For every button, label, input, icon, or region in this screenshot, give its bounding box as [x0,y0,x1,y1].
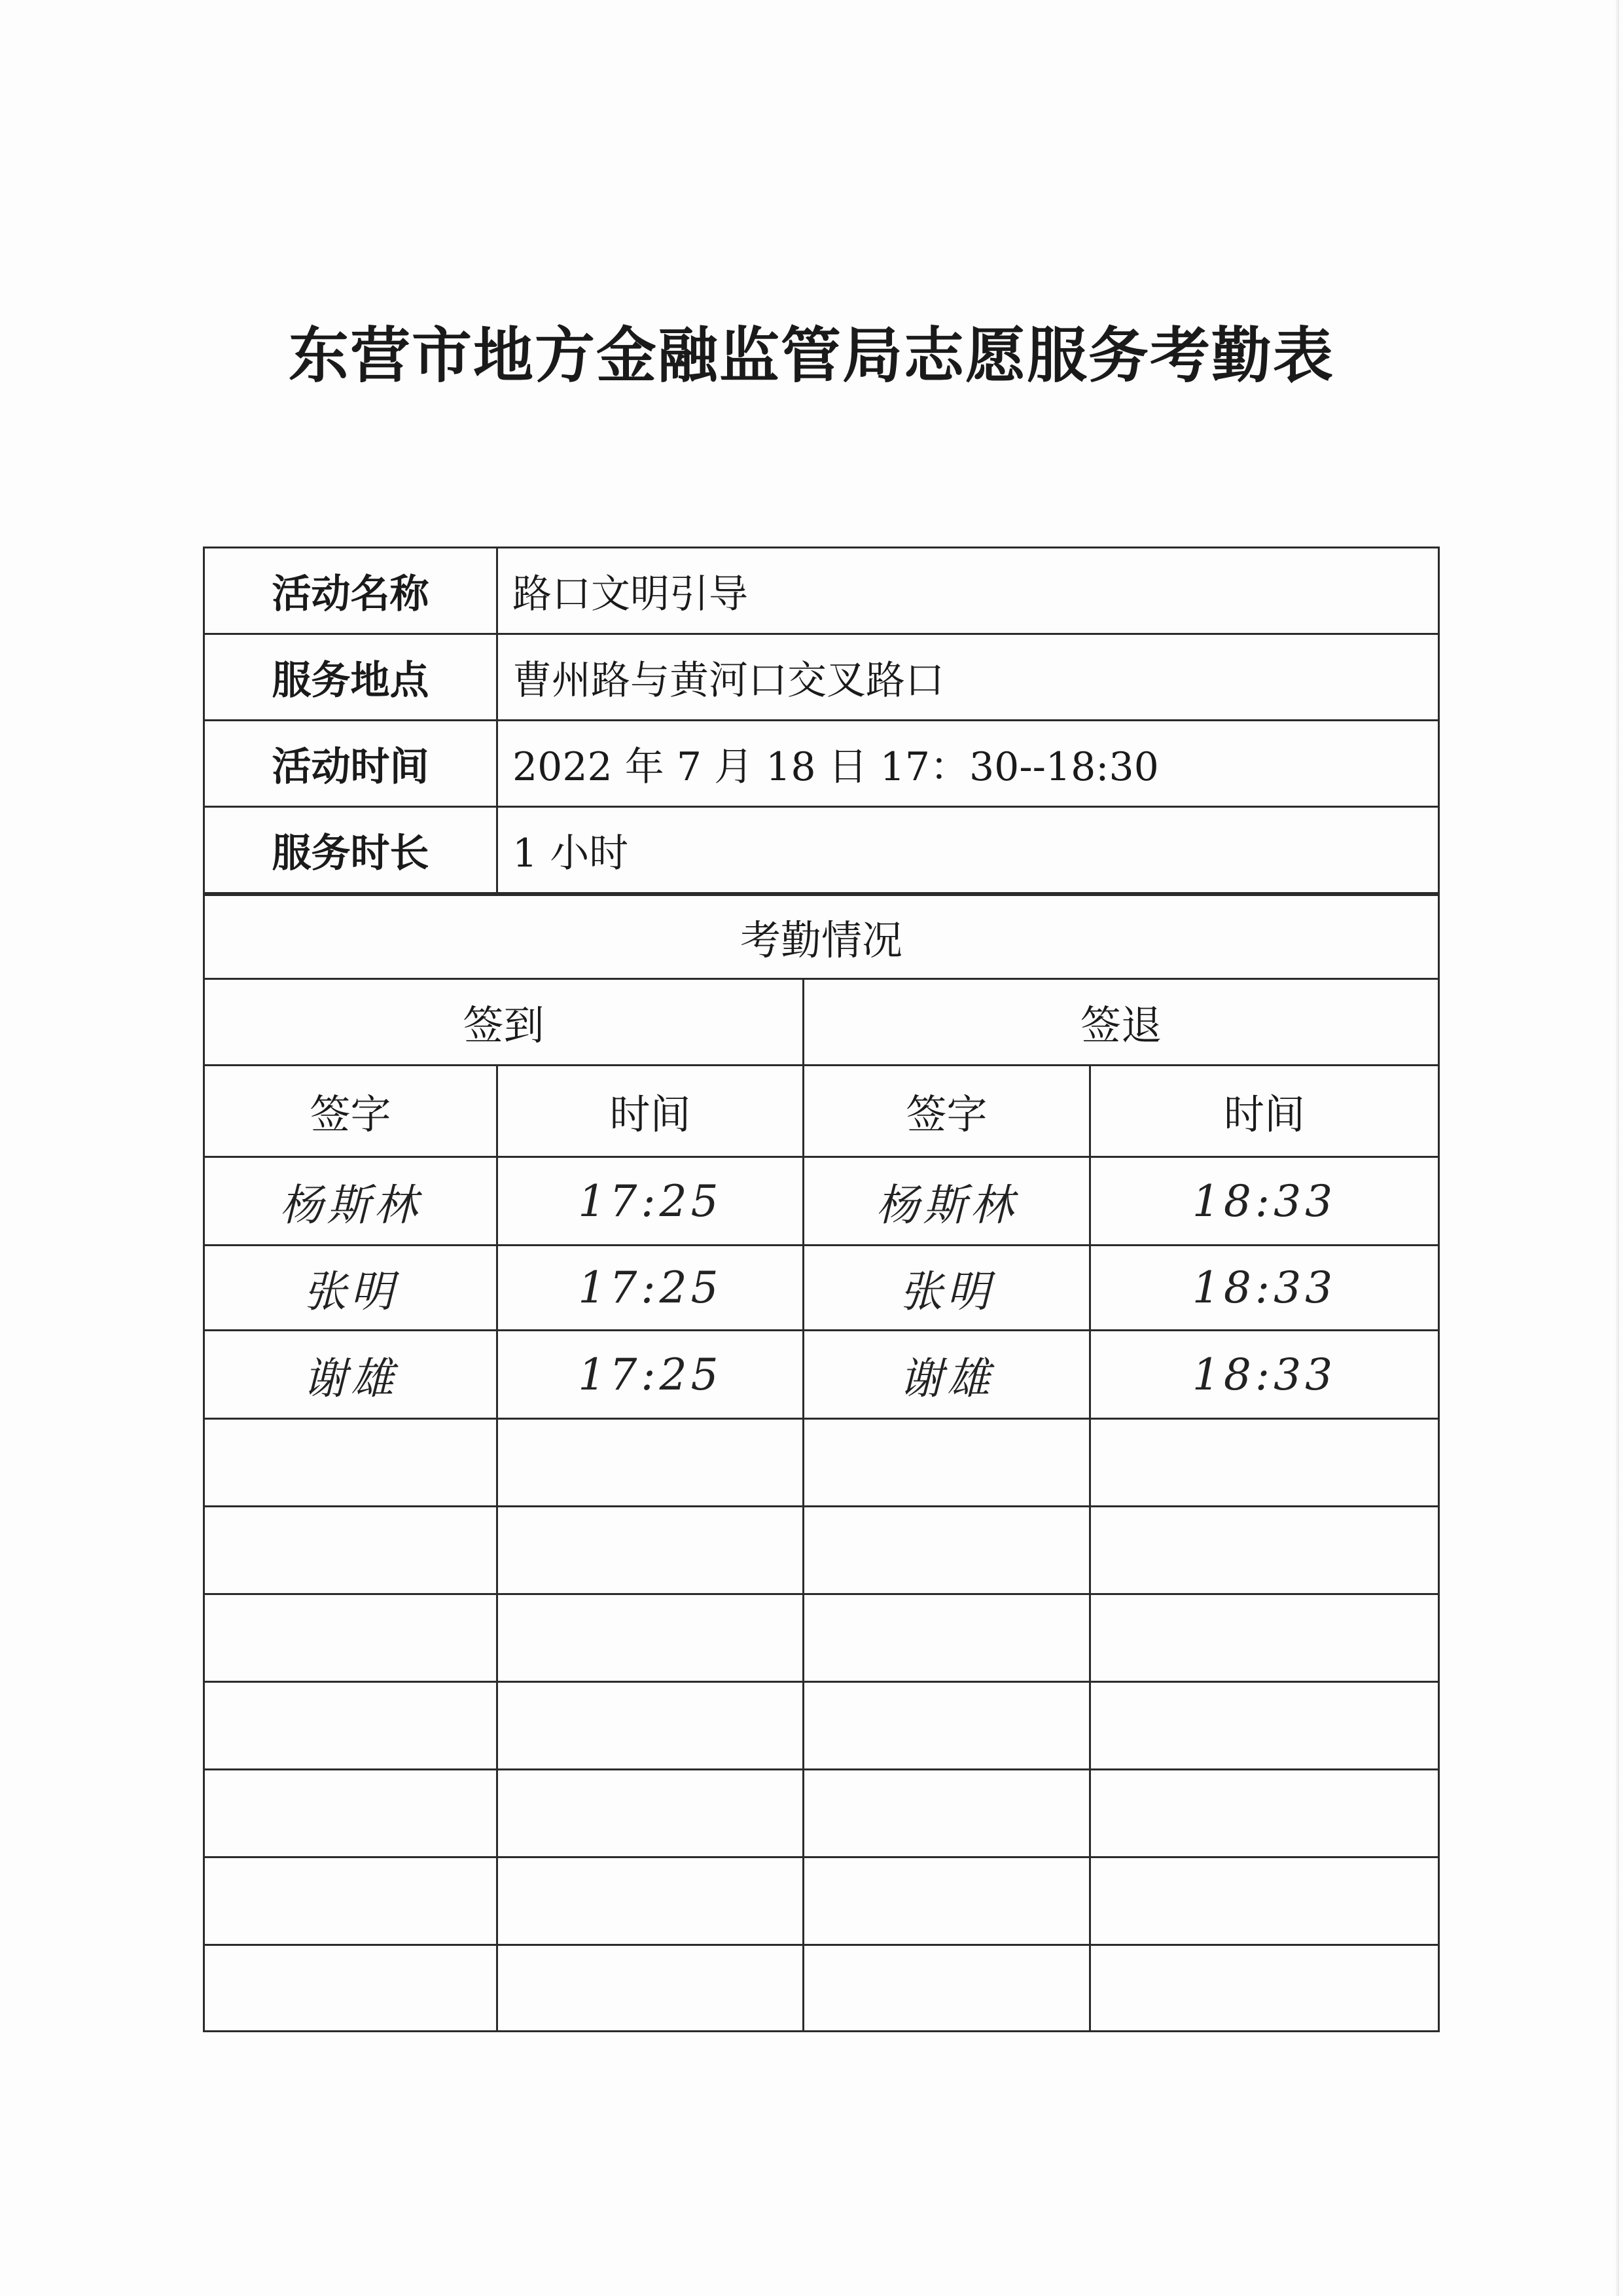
document-title: 东营市地方金融监管局志愿服务考勤表 [288,320,1334,391]
time-row [204,721,1439,807]
field-label: 活动名称 [204,548,497,634]
attendance-sheet [203,547,1440,2032]
col-header-checkout-sign: 签字 [804,1066,1090,1157]
col-header-checkout-time: 时间 [1090,1066,1439,1157]
empty-row [204,1945,1439,2032]
field-label: 服务时长 [204,807,497,893]
checkout-time: 18:33 [1090,1331,1439,1419]
location-row [204,634,1439,721]
checkin-time: 17:25 [497,1157,804,1246]
checkout-signature: 谢雄 [804,1331,1090,1419]
activity-time-value: 2022 年 7 月 18 日 17：30--18:30 [497,721,1439,807]
checkin-time: 17:25 [497,1331,804,1419]
activity-name-row [204,548,1439,634]
checkin-signature: 谢雄 [204,1331,497,1419]
field-label: 活动时间 [204,721,497,807]
col-header-checkin-time: 时间 [497,1066,804,1157]
column-header-row [204,1066,1439,1157]
scan-edge-shadow [1615,0,1619,2296]
info-table [203,547,1440,894]
table-row [204,1246,1439,1331]
checkout-signature: 杨斯林 [804,1157,1090,1246]
duration-value: 1 小时 [497,807,1439,893]
checkin-signature: 杨斯林 [204,1157,497,1246]
duration-row [204,807,1439,893]
checkin-heading: 签到 [204,979,804,1066]
checkin-time: 17:25 [497,1246,804,1331]
checkout-time: 18:33 [1090,1157,1439,1246]
attendance-table [203,894,1440,2032]
table-row [204,1157,1439,1246]
field-label: 服务地点 [204,634,497,721]
col-header-checkin-sign: 签字 [204,1066,497,1157]
checkout-signature: 张明 [804,1246,1090,1331]
empty-row [204,1507,1439,1594]
table-row [204,1331,1439,1419]
empty-row [204,1857,1439,1945]
checkout-time: 18:33 [1090,1246,1439,1331]
empty-row [204,1682,1439,1770]
location-value: 曹州路与黄河口交叉路口 [497,634,1439,721]
empty-row [204,1419,1439,1507]
empty-row [204,1594,1439,1682]
empty-row [204,1770,1439,1857]
attendance-heading: 考勤情况 [204,895,1439,979]
checkout-heading: 签退 [804,979,1439,1066]
checkin-signature: 张明 [204,1246,497,1331]
activity-name-value: 路口文明引导 [497,548,1439,634]
